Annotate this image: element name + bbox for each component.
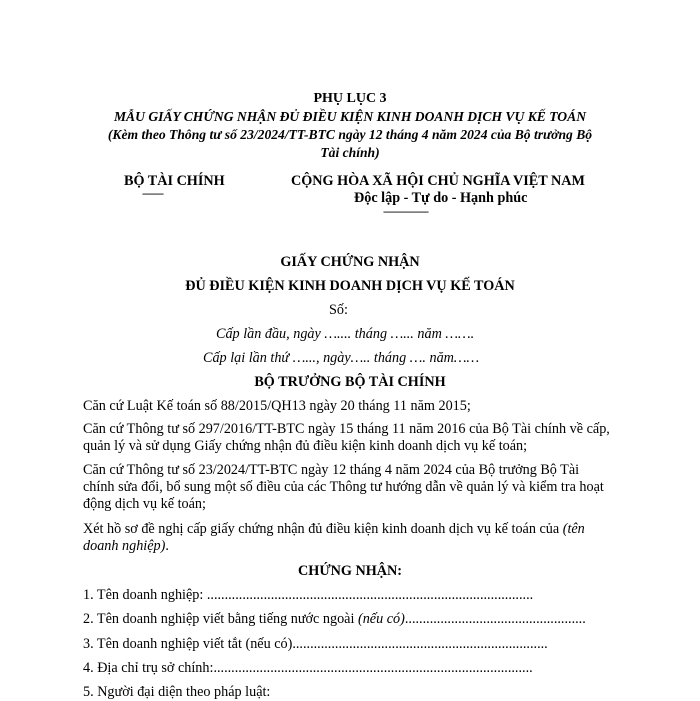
ministry-name: BỘ TÀI CHÍNH <box>124 173 225 189</box>
certificate-subtitle: ĐỦ ĐIỀU KIỆN KINH DOANH DỊCH VỤ KẾ TOÁN <box>185 278 515 294</box>
legal-basis-2: Căn cứ Thông tư số 297/2016/TT-BTC ngày 15 tháng 11 năm 2016 của Bộ Tài chính về cấp, quản lý và sử dụng Giấy chứng nhận đủ điều kiện kinh doanh dịch vụ kế toán; <box>83 421 610 454</box>
reissue-date: Cấp lại lần thứ …..., ngày….. tháng …. năm…… <box>203 350 480 366</box>
appendix-title: PHỤ LỤC 3 <box>313 91 387 106</box>
item-enterprise-name: 1. Tên doanh nghiệp: ............................................................................................ <box>83 587 534 603</box>
issuer-title: BỘ TRƯỞNG BỘ TÀI CHÍNH <box>254 374 446 390</box>
review-end: . <box>165 538 169 554</box>
item-foreign-name <box>83 611 586 628</box>
appendix-note-line2: Tài chính) <box>320 145 380 160</box>
first-issue-date: Cấp lần đầu, ngày ….... tháng …... năm ……. <box>216 326 475 342</box>
item-head-office-address: 4. Địa chỉ trụ sở chính:.......................................................................................... <box>83 660 533 676</box>
legal-basis-3: Căn cứ Thông tư số 23/2024/TT-BTC ngày 12 tháng 4 năm 2024 của Bộ trưởng Bộ Tài chính sửa đổi, bổ sung một số điều của các Thông tư hướng dẫn về quản lý và kiểm tra hoạt động dịch vụ kế toán; <box>83 462 604 512</box>
ministry-rule: ------- <box>142 186 163 200</box>
national-motto: Độc lập - Tự do - Hạnh phúc <box>354 190 528 206</box>
legal-basis-1: Căn cứ Luật Kế toán số 88/2015/QH13 ngày 20 tháng 11 năm 2015; <box>83 398 471 414</box>
appendix-note-line1: (Kèm theo Thông tư số 23/2024/TT-BTC ngày 12 tháng 4 năm 2024 của Bộ trưởng Bộ <box>107 127 593 142</box>
appendix-subtitle: MẪU GIẤY CHỨNG NHẬN ĐỦ ĐIỀU KIỆN KINH DOANH DỊCH VỤ KẾ TOÁN <box>113 109 587 124</box>
certificate-title: GIẤY CHỨNG NHẬN <box>280 254 420 270</box>
certificate-number: Số: <box>329 302 348 318</box>
item-foreign-name-note: (nếu có) <box>357 611 405 627</box>
review-statement <box>83 521 613 555</box>
item-foreign-name-label: 2. Tên doanh nghiệp viết bằng tiếng nước ngoài <box>83 611 358 627</box>
certify-heading: CHỨNG NHẬN: <box>298 563 402 579</box>
review-text: Xét hồ sơ đề nghị cấp giấy chứng nhận đủ điều kiện kinh doanh dịch vụ kế toán của <box>83 521 563 537</box>
enterprise-name-placeholder: (tên doanh nghiệp) <box>83 521 585 554</box>
motto-rule: --------------- <box>383 204 428 218</box>
nation-name: CỘNG HÒA XÃ HỘI CHỦ NGHĨA VIỆT NAM <box>291 173 585 189</box>
item-legal-representative: 5. Người đại diện theo pháp luật: <box>83 684 271 700</box>
item-foreign-name-dots: ................................................... <box>404 611 586 627</box>
item-abbreviated-name: 3. Tên doanh nghiệp viết tắt (nếu có)........................................................................ <box>83 636 548 652</box>
